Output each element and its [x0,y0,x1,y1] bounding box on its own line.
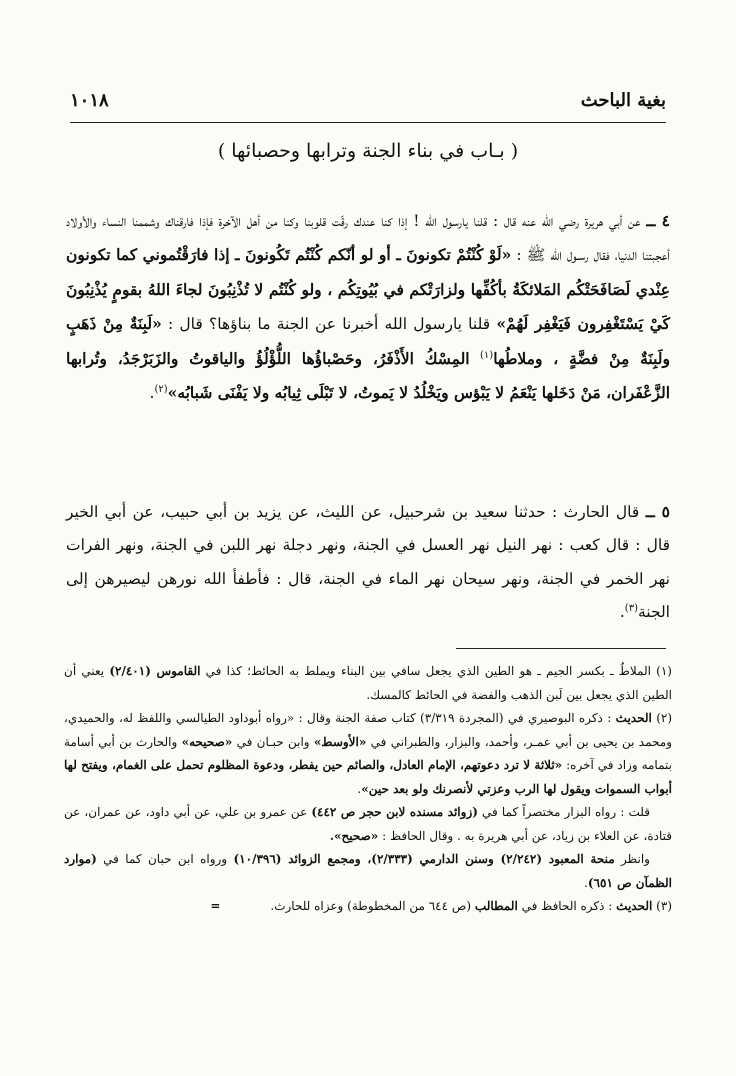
footnote-source: «الأوسط» [313,734,367,749]
punctuation: . [619,603,625,621]
continuation-mark: = [210,899,221,913]
footnote-text: عن عمرو بن علي، عن أبي داود، عن عمران، عن قتادة، عن العلاء بن زياد، عن أبي هريرة به . وقال الحافظ : [64,805,672,843]
footnote-note-2 [64,848,672,895]
footnote-text: قلت : رواه البزار مختصراً كما في [482,805,650,819]
footnote-1 [64,660,672,707]
footnote-keyword: الحديث [616,899,653,913]
footnote-3 [64,895,672,919]
footnote-text: والحارث بن أبي أسامة بتمامه وزاد في آخره: [64,734,672,772]
running-header [70,86,666,123]
footnotes [64,660,672,919]
footnote-text: وانظر [621,852,650,866]
footnote-note-1 [64,801,672,848]
book-title: بغية الباحث [580,90,666,111]
hadith-quote: «لَبِنَةٌ مِنْ ذَهَبٍ ولَبِنَةٌ مِنْ فضَّةٍ ، وملاطُها [66,314,670,368]
footnote-source: القاموس (٢/٤٠١) [109,664,201,678]
footnote-source: منحة المعبود (٢/٢٤٢) وسنن الدارمي (٢/٣٣٣)، ومجمع الزوائد (١٠/٣٩٦) [233,852,615,866]
footnote-2 [64,707,672,801]
footnote-ref: (٣) [624,602,638,614]
footnote-number: (٣) [656,899,672,913]
hadith-4-paragraph [66,204,670,411]
footnote-source: المطالب [474,899,518,913]
footnote-text: يعني أن الطين الذي يجعل بين لَبن الذهب والفضة في الحائط كالمسك. [64,664,672,702]
hadith-5-paragraph [66,495,670,630]
hadith-number: ٥ ــ [645,501,670,521]
footnote-ref: (١) [480,349,494,361]
punctuation: . [357,781,362,796]
punctuation: . [584,875,588,890]
footnote-keyword: الحديث [615,711,652,725]
footnote-text: (١) الملاطُ ـ بكسر الجيم ـ هو الطين الذي يجعل سافي بين البناء ويملط به الحائط؛ كذا في [205,664,672,678]
hadith-quote: المِسْكُ الأَذْفَرُ، وحَصْباؤُها اللُّؤْلُؤُ والياقوتُ والزَبَرْجَدُ، وتُرابها الزَّعْفَران، مَنْ دَخَلها يَنْعَمُ لا يَبْؤس ويَخْلُدُ لا يَموتُ، لا تَبْلَى ثِيابُه ولا يَفْنَى شَبابُه» [66,348,670,402]
footnote-text: : ذكره البوصيري في (المجردة ٣/٣١٩) كتاب صفة الجنة وقال : «رواه أبوداود الطيالسي واللفظ له، والحميدي، ومحمد بن يحيى بن أبي عمـر، وأحمد، والبزار، والطبراني في [64,711,672,749]
footnote-text: : ذكره الحافظ في [521,899,613,913]
punctuation: . [149,384,155,402]
footnote-quote: «ثلاثة لا ترد دعوتهم، الإمام العادل، والصائم حين يفطر، ودعوة المظلوم تحمل على الغمام، ويفتح لها أبواب السموات ويقول لها الرب وعزتي لأنصرنك ولو بعد حين» [64,758,672,796]
footnote-number: (٢) [656,711,673,725]
footnote-quote: «صحيح». [329,828,379,843]
footnote-text: (ص ٦٤٤ من المخطوطة) وعزاه للحارث. [270,899,472,913]
footnote-text: ورواه ابن حبان كما في [103,852,228,866]
chapter-heading: ( بـاب في بناء الجنة وترابها وحصبائها ) [217,140,519,162]
footnote-divider [456,648,666,649]
footnote-ref: (٢) [154,383,168,395]
footnote-source: (زوائد مسنده لابن حجر ص ٤٤٢) [311,805,478,819]
hadith-quote: «لَوْ كُنْتُمْ تكونونَ ـ أو لو أنّكم كُنْتُم تَكُونونَ ـ إذا فارَقْتُموني كما تكونون عِنْدي لَصَافَحَتْكُم المَلائكَةُ بأكُفِّها ولزارَتْكم في بُيُوتِكُم ، ولو كُنْتُم لا تُذْنِبُونَ لجاءَ اللهُ بقومٍ يُذْنِبُونَ كَيْ يَسْتَغْفِرون فَيَغْفِر لَهُمْ» [66,245,670,333]
page-number: ١٠١٨ [70,90,109,111]
footnote-text: وابن حبـان في [236,734,310,749]
hadith-text: قال الحارث : حدثنا سعيد بن شرحبيل، عن الليث، عن يزيد بن أبي حبيب، عن أبي الخير قال : قال كعب : نهر النيل نهر العسل في الجنة، ونهر دجلة نهر اللبن في الجنة، ونهر الفرات نهر الخمر في الجنة، ونهر سيحان نهر الماء في الجنة، قال : فأطفأ الله نورهن ليصيرهن إلى الجنة [66,502,670,621]
hadith-number: ٤ ــ [646,210,670,230]
hadith-text: قلنا يارسول الله أخبرنا عن الجنة ما بناؤها؟ قال : [168,315,491,333]
footnote-source: (موارد الظمآن ص ٦٥١) [64,852,672,890]
footnote-source: «صحيحه» [181,734,233,749]
hadith-text: عن أبي هريرة رضي الله عنه قال : قلنا يارسول الله ! إذا كنا عندك رقّت قلوبنا وكنا من أهل الآخرة فإذا فارقناك وشممنا النساء والأولاد أعجبتنا الدنيا، فقال رسـول الله ﷺ : [66,211,670,264]
